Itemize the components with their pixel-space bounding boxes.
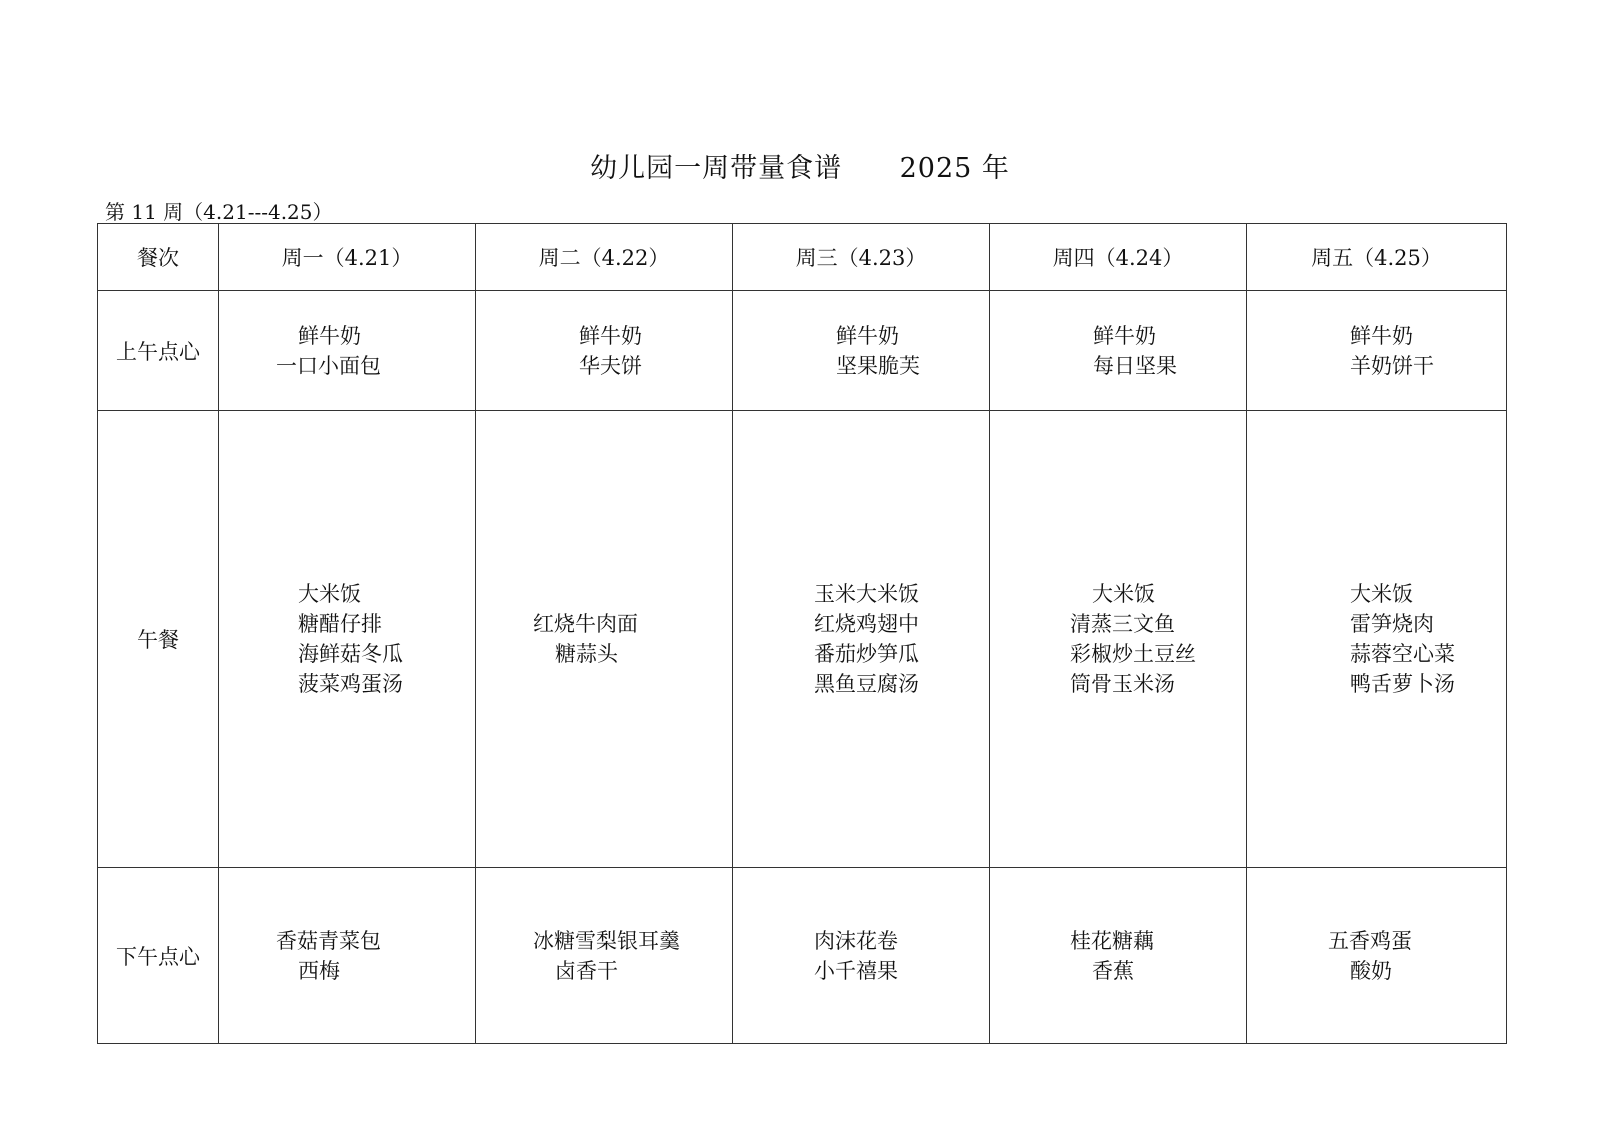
day-header-mon: 周一（4.21） bbox=[219, 224, 476, 291]
day-header-fri: 周五（4.25） bbox=[1247, 224, 1507, 291]
dish-item: 玉米大米饭 bbox=[814, 582, 919, 606]
dish-item: 红烧牛肉面 bbox=[533, 612, 638, 636]
menu-cell bbox=[733, 868, 990, 1044]
document-title: 幼儿园一周带量食谱 2025 年 bbox=[590, 153, 1010, 184]
menu-cell bbox=[990, 868, 1247, 1044]
dish-item: 海鲜菇冬瓜 bbox=[298, 642, 403, 666]
dish-item: 肉沫花卷 bbox=[814, 928, 898, 953]
table-row bbox=[98, 291, 1507, 411]
week-label: 第 11 周（4.21---4.25） bbox=[105, 200, 333, 224]
dish-item: 卤香干 bbox=[555, 958, 618, 983]
weekly-menu-table bbox=[97, 223, 1507, 1044]
menu-cell bbox=[733, 291, 990, 411]
dish-item: 大米饭 bbox=[298, 582, 361, 606]
meal-name-lunch: 午餐 bbox=[98, 411, 219, 868]
day-header-thu: 周四（4.24） bbox=[990, 224, 1247, 291]
menu-cell bbox=[219, 291, 476, 411]
dish-item: 大米饭 bbox=[1092, 582, 1155, 606]
day-header-tue: 周二（4.22） bbox=[476, 224, 733, 291]
table-header-row bbox=[98, 224, 1507, 291]
menu-cell bbox=[219, 411, 476, 868]
table-row bbox=[98, 411, 1507, 868]
dish-item: 鲜牛奶 bbox=[836, 323, 899, 348]
dish-item: 彩椒炒土豆丝 bbox=[1070, 642, 1196, 666]
meal-column-header: 餐次 bbox=[98, 224, 219, 291]
dish-item: 冰糖雪梨银耳羹 bbox=[533, 928, 680, 953]
dish-item: 每日坚果 bbox=[1093, 353, 1177, 378]
dish-item: 桂花糖藕 bbox=[1070, 928, 1154, 953]
dish-item: 番茄炒笋瓜 bbox=[814, 642, 919, 666]
dish-item: 鲜牛奶 bbox=[1350, 323, 1413, 348]
menu-cell bbox=[990, 411, 1247, 868]
dish-item: 小千禧果 bbox=[814, 958, 898, 983]
dish-item: 羊奶饼干 bbox=[1350, 353, 1434, 378]
dish-item: 筒骨玉米汤 bbox=[1070, 672, 1175, 696]
dish-item: 酸奶 bbox=[1350, 958, 1392, 983]
menu-cell bbox=[476, 291, 733, 411]
dish-item: 坚果脆芙 bbox=[836, 353, 920, 378]
dish-item: 一口小面包 bbox=[276, 353, 381, 378]
table-row bbox=[98, 868, 1507, 1044]
dish-item: 鲜牛奶 bbox=[298, 323, 361, 348]
menu-cell bbox=[219, 868, 476, 1044]
dish-item: 华夫饼 bbox=[579, 353, 642, 378]
dish-item: 鲜牛奶 bbox=[1093, 323, 1156, 348]
menu-cell bbox=[1247, 411, 1507, 868]
menu-cell bbox=[476, 411, 733, 868]
dish-item: 红烧鸡翅中 bbox=[814, 612, 919, 636]
menu-cell bbox=[1247, 291, 1507, 411]
dish-item: 五香鸡蛋 bbox=[1328, 928, 1412, 953]
dish-item: 菠菜鸡蛋汤 bbox=[298, 672, 403, 696]
menu-cell bbox=[733, 411, 990, 868]
dish-item: 蒜蓉空心菜 bbox=[1350, 642, 1455, 666]
dish-item: 糖蒜头 bbox=[555, 642, 618, 666]
dish-item: 鸭舌萝卜汤 bbox=[1350, 672, 1455, 696]
menu-cell bbox=[476, 868, 733, 1044]
dish-item: 鲜牛奶 bbox=[579, 323, 642, 348]
menu-cell bbox=[1247, 868, 1507, 1044]
dish-item: 黑鱼豆腐汤 bbox=[814, 672, 919, 696]
dish-item: 糖醋仔排 bbox=[298, 612, 382, 636]
dish-item: 西梅 bbox=[298, 958, 340, 983]
meal-name-morning-snack: 上午点心 bbox=[98, 291, 219, 411]
dish-item: 大米饭 bbox=[1350, 582, 1413, 606]
day-header-wed: 周三（4.23） bbox=[733, 224, 990, 291]
meal-name-afternoon-snack: 下午点心 bbox=[98, 868, 219, 1044]
dish-item: 清蒸三文鱼 bbox=[1070, 612, 1175, 636]
menu-cell bbox=[990, 291, 1247, 411]
dish-item: 雷笋烧肉 bbox=[1350, 612, 1434, 636]
dish-item: 香蕉 bbox=[1092, 958, 1134, 983]
dish-item: 香菇青菜包 bbox=[276, 928, 381, 953]
